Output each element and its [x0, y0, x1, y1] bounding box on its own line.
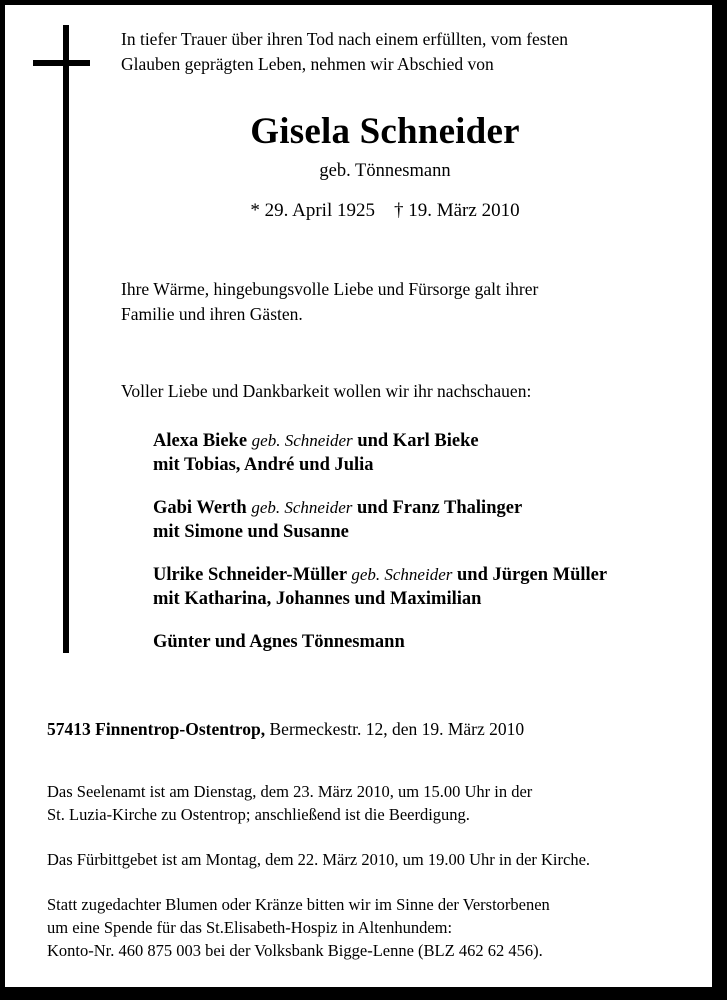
notice-body	[5, 5, 712, 987]
family-partner-name: und Jürgen Müller	[457, 565, 608, 585]
family-children: mit Tobias, André und Julia	[153, 455, 374, 475]
tribute-line-2: Familie und ihren Gästen.	[121, 304, 303, 324]
intro-line-1: In tiefer Trauer über ihren Tod nach einem erfüllten, vom festen	[121, 29, 568, 49]
address-place: 57413 Finnentrop-Ostentrop,	[47, 719, 266, 739]
prayer-paragraph	[47, 848, 707, 871]
deceased-name-block	[65, 110, 705, 224]
family-maiden-name: geb. Schneider	[351, 565, 453, 584]
family-maiden-name: geb. Schneider	[251, 431, 353, 450]
address-street-and-date: Bermeckestr. 12, den 19. März 2010	[265, 719, 525, 739]
requiem-line-1: Das Seelenamt ist am Dienstag, dem 23. März 2010, um 15.00 Uhr in der	[47, 782, 533, 801]
deceased-maiden-name: geb. Tönnesmann	[319, 161, 451, 181]
donation-line-3: Konto-Nr. 460 875 003 bei der Volksbank Bigge-Lenne (BLZ 462 62 456).	[47, 941, 543, 960]
family-partner-name: und Karl Bieke	[357, 431, 479, 451]
deceased-name: Gisela Schneider	[250, 111, 520, 152]
family-entry	[153, 496, 706, 544]
intro-line-2: Glauben geprägten Leben, nehmen wir Abschied von	[121, 54, 494, 74]
family-lead-name: Ulrike Schneider-Müller	[153, 565, 347, 585]
donation-line-1: Statt zugedachter Blumen oder Kränze bitten wir im Sinne der Verstorbenen	[47, 895, 550, 914]
family-lead-name: Günter und Agnes Tönnesmann	[153, 632, 405, 652]
requiem-paragraph	[47, 780, 707, 826]
family-entry	[153, 429, 706, 477]
family-entry	[153, 630, 706, 654]
family-lead-name: Gabi Werth	[153, 498, 247, 518]
family-entry	[153, 563, 706, 611]
notice-sheet	[5, 5, 712, 987]
donation-paragraph	[47, 893, 707, 962]
tribute-paragraph	[121, 277, 681, 327]
family-lead-name: Alexa Bieke	[153, 431, 248, 451]
family-maiden-name: geb. Schneider	[251, 498, 353, 517]
address-line	[47, 717, 707, 741]
family-children: mit Katharina, Johannes und Maximilian	[153, 589, 482, 609]
tribute-line-1: Ihre Wärme, hingebungsvolle Liebe und Fürsorge galt ihrer	[121, 279, 539, 299]
thanks-paragraph: Voller Liebe und Dankbarkeit wollen wir ihr nachschauen:	[121, 381, 532, 401]
intro-paragraph	[121, 27, 701, 77]
requiem-line-2: St. Luzia-Kirche zu Ostentrop; anschließend ist die Beerdigung.	[47, 805, 470, 824]
prayer-line-1: Das Fürbittgebet ist am Montag, dem 22. März 2010, um 19.00 Uhr in der Kirche.	[47, 850, 591, 869]
deceased-life-dates: * 29. April 1925 † 19. März 2010	[250, 200, 520, 221]
family-children: mit Simone und Susanne	[153, 522, 349, 542]
service-details	[47, 780, 707, 962]
family-list	[153, 429, 706, 654]
family-partner-name: und Franz Thalinger	[357, 498, 523, 518]
donation-line-2: um eine Spende für das St.Elisabeth-Hospiz in Altenhundem:	[47, 918, 453, 937]
